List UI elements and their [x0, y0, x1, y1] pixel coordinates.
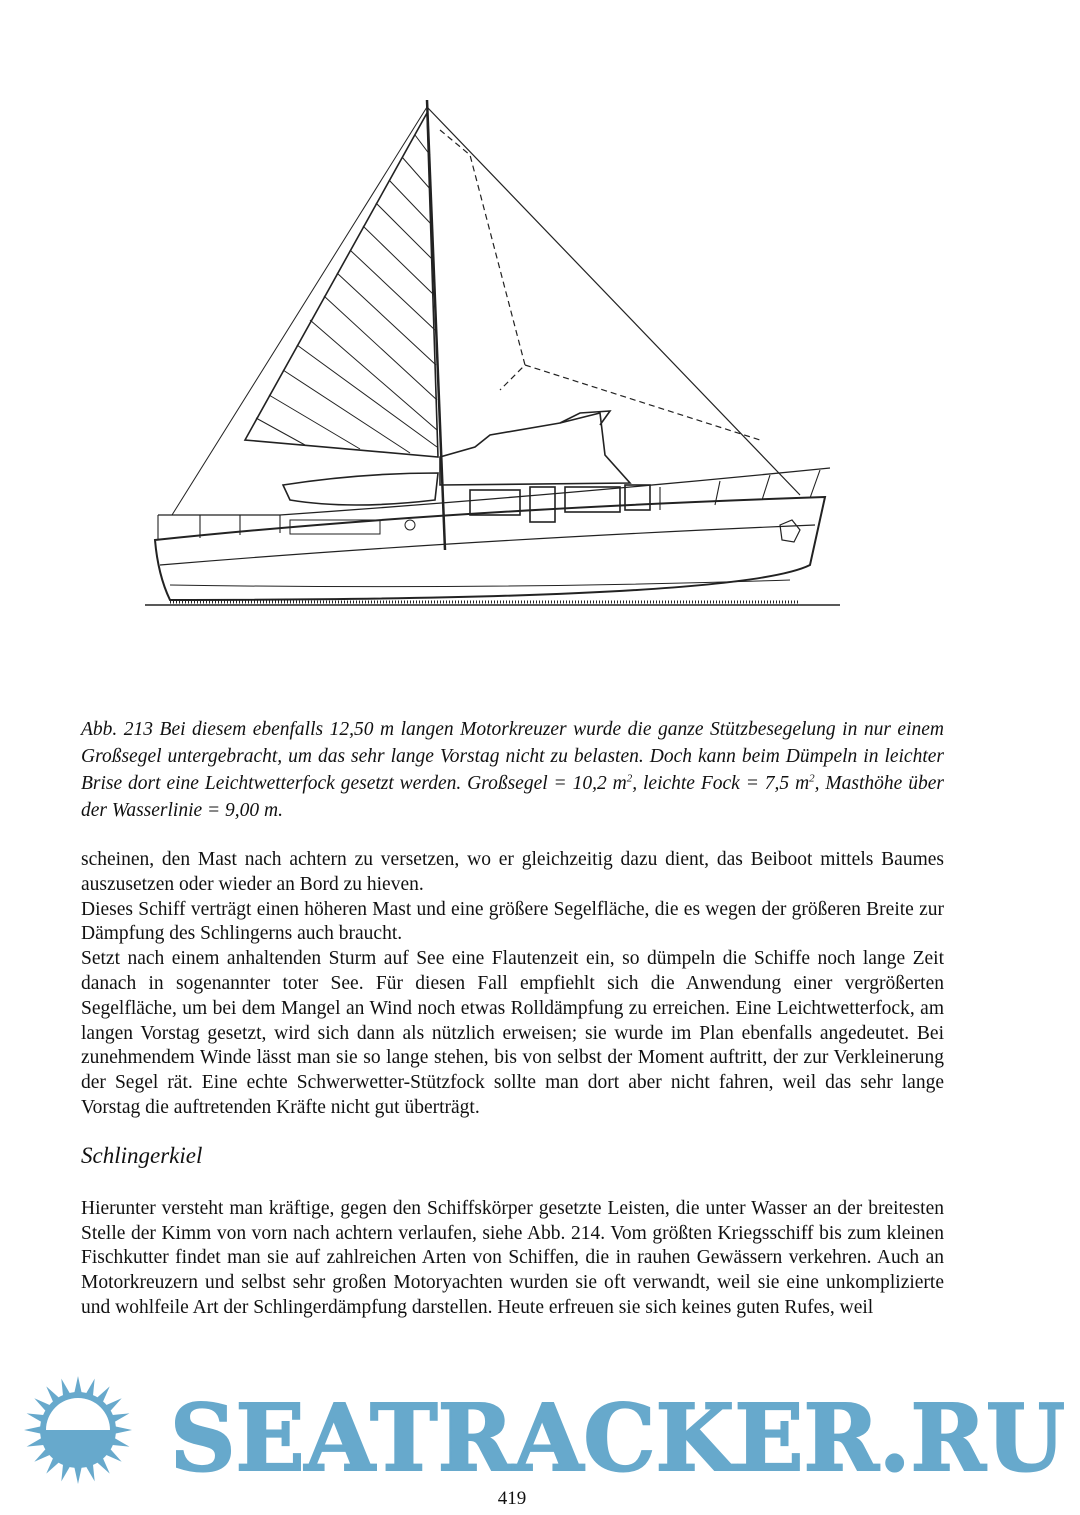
watermark-logo: [0, 1375, 1080, 1485]
caption-text: Abb. 213 Bei diesem ebenfalls 12,50 m langen Motorkreuzer wurde die ganze Stützbesegelung in nur einem Großsegel untergebracht, um das sehr lange Vorstag nicht zu belasten. Doch kann beim Dümpeln in leichter Brise dort eine Leichtwetterfock gesetzt werden. Großsegel = 10,2 m: [81, 719, 944, 794]
paragraph: Hierunter versteht man kräftige, gegen den Schiffskörper gesetzte Leisten, die unter Wasser an der breitesten Stelle der Kimm von vorn nach achtern verlaufen, siehe Abb. 214. Vom größten Kriegsschiff bis zum kleinen Fischkutter findet man sie auf zahlreichen Arten von Schiffen, die in rauhen Gewässern verkehren. Auch an Motorkreuzern und selbst sehr großen Motoryachten wurden sie oft verwandt, weil sie eine unkomplizierte und wohlfeile Art der Schlingerdämpfung darstellen. Heute erfreuen sie sich keines guten Rufes, weil: [81, 1197, 944, 1318]
paragraph: Dieses Schiff verträgt einen höheren Mast und eine größere Segelfläche, die es wegen der größeren Breite zur Dämpfung des Schlingerns auch braucht.: [81, 898, 944, 945]
superscript: 2: [809, 772, 815, 785]
page-number: 419: [497, 1488, 527, 1509]
boat-line-drawing: [140, 95, 845, 620]
paragraph: scheinen, den Mast nach achtern zu versetzen, wo er gleichzeitig dazu dient, das Beiboot mittels Baumes auszusetzen oder wieder an Bord zu hieven.: [81, 849, 944, 895]
text-flow: [81, 716, 944, 1321]
body-text: [81, 848, 944, 1121]
caption-text: , leichte Fock = 7,5 m: [632, 773, 810, 794]
body-text: [81, 1197, 944, 1321]
figure-caption: [81, 716, 944, 824]
section-heading: Schlingerkiel: [81, 1142, 203, 1168]
watermark-text: SEATRACKER.RU: [170, 1384, 1065, 1485]
caption-text: , Masthöhe über der Wasserlinie = 9,00 m.: [81, 773, 944, 821]
paragraph: Setzt nach einem anhaltenden Sturm auf See eine Flautenzeit ein, so dümpeln die Schiffe noch lange Zeit danach in sogenannter toter See. Für diesen Fall empfiehlt sich die Anwendung einer vergrößerten Segelfläche, um bei dem Mangel an Wind noch etwas Rolldämpfung zu erreichen. Eine Leichtwetterfock, am langen Vorstag gesetzt, wird sich dann als nützlich erweisen; sie wurde im Plan ebenfalls angedeutet. Bei zunehmendem Winde lässt man sie so lange stehen, bis von selbst der Moment auftritt, der zur Verkleinerung der Segel rät. Eine echte Schwerwetter-Stützfock sollte man dort aber nicht fahren, weil das sehr lange Vorstag die auftretenden Kräfte nicht gut überträgt.: [81, 948, 944, 1118]
superscript: 2: [626, 772, 633, 785]
sun-icon: [24, 1376, 132, 1484]
